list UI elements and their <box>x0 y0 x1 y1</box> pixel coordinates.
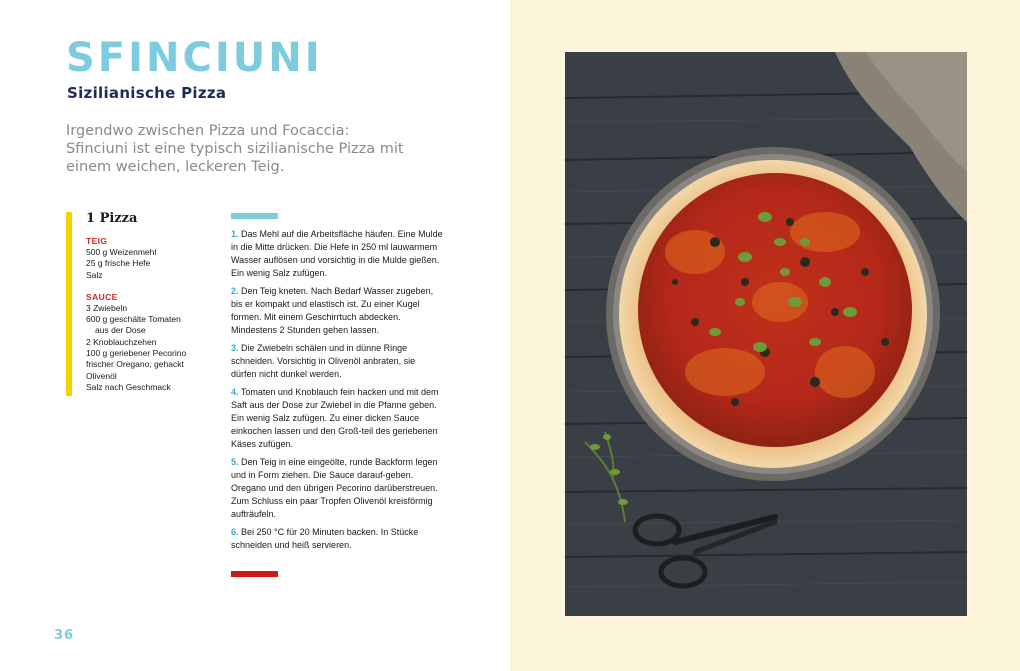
step-text: Bei 250 °C für 20 Minuten backen. In Stücke schneiden und heiß servieren. <box>231 527 419 550</box>
method-step <box>231 342 443 381</box>
steps-bottom-bar <box>231 571 278 577</box>
step-number: 3. <box>231 343 239 353</box>
ingredient-item: 25 g frische Hefe <box>86 258 151 269</box>
ingredient-item: 2 Knoblauchzehen <box>86 336 157 347</box>
pizza-photo <box>565 52 967 616</box>
step-text: Tomaten und Knoblauch fein hacken und mit dem Saft aus der Dose zur Zwiebel in die Pfanne geben. Ein wenig Salz zufügen. Zu einer dicken Sauce einkochen lassen und den Groß-teil des geriebenen Käses zufügen. <box>231 387 439 449</box>
recipe-title: SFINCIUNI <box>66 35 323 81</box>
recipe-subtitle: Sizilianische Pizza <box>67 84 227 102</box>
method-step <box>231 526 443 552</box>
steps-top-bar <box>231 213 278 219</box>
ingredient-item: Salz nach Geschmack <box>86 381 171 392</box>
recipe-intro: Irgendwo zwischen Pizza und Focaccia: Sfinciuni ist eine typisch sizilianische Pizza mit einem weichen, leckeren Teig. <box>66 123 404 175</box>
step-text: Die Zwiebeln schälen und in dünne Ringe schneiden. Vorsichtig in Olivenöl anbraten, sie dürfen nicht dunkel werden. <box>231 343 416 379</box>
ingredient-item: 600 g geschälte Tomaten <box>86 314 181 325</box>
ingredients-accent-bar <box>66 212 72 396</box>
ingredient-group <box>86 292 216 393</box>
step-number: 2. <box>231 286 239 296</box>
step-number: 1. <box>231 229 239 239</box>
ingredient-group-title: TEIG <box>86 236 108 246</box>
page-number: 36 <box>54 628 75 643</box>
method-step <box>231 228 443 280</box>
step-text: Den Teig in eine eingeölte, runde Backform legen und in Form ziehen. Die Sauce darauf-geben. Oregano und den übrigen Pecorino darüberstreuen. Zum Schluss ein paar Tropfen Olivenöl kreisförmig aufträufeln. <box>231 457 438 519</box>
ingredient-item: frischer Oregano, gehackt <box>86 359 184 370</box>
method-step <box>231 386 443 451</box>
ingredient-item: Salz <box>86 269 103 280</box>
method-step <box>231 456 443 521</box>
ingredient-item: aus der Dose <box>95 325 146 336</box>
step-number: 4. <box>231 387 239 397</box>
ingredient-item: 3 Zwiebeln <box>86 302 128 313</box>
ingredients-list <box>86 211 216 404</box>
ingredient-item: 500 g Weizenmehl <box>86 247 157 257</box>
method-steps <box>231 228 443 557</box>
ingredient-item: 100 g geriebener Pecorino <box>86 348 187 359</box>
step-text: Den Teig kneten. Nach Bedarf Wasser zugeben, bis er kompakt und elastisch ist. Zu einer Kugel formen. Mit einem Geschirrtuch abdecken. Mindestens 2 Stunden gehen lassen. <box>231 286 434 335</box>
step-number: 5. <box>231 457 239 467</box>
step-text: Das Mehl auf die Arbeitsfläche häufen. Eine Mulde in die Mitte drücken. Die Hefe in 250 ml lauwarmem Wasser auflösen und vorsichtig in die Mulde gießen. Ein wenig Salz zufügen. <box>231 229 443 278</box>
right-page <box>510 0 1020 671</box>
step-number: 6. <box>231 527 239 537</box>
ingredient-group <box>86 236 216 281</box>
method-step <box>231 285 443 337</box>
ingredient-group-title: SAUCE <box>86 291 118 302</box>
ingredient-item: Olivenöl <box>86 370 117 381</box>
ingredients-yield: 1 Pizza <box>86 211 138 226</box>
